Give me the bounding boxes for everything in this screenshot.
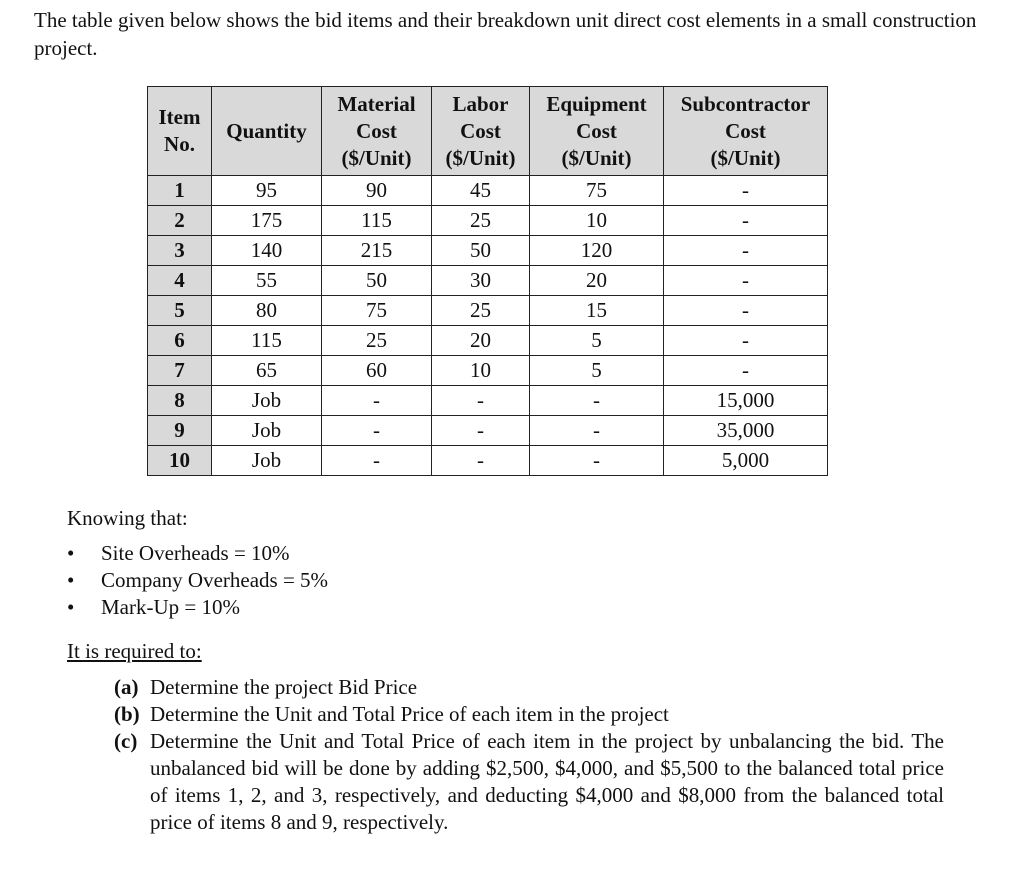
assumption-text: Mark-Up = 10%	[101, 595, 240, 619]
cell-quantity: Job	[212, 416, 322, 446]
header-quantity: Quantity	[212, 87, 322, 176]
cell-item-no: 6	[148, 326, 212, 356]
table-row	[148, 356, 828, 386]
table-row	[148, 296, 828, 326]
cell-quantity: 80	[212, 296, 322, 326]
cell-subcontractor: 35,000	[664, 416, 828, 446]
cell-subcontractor: 5,000	[664, 446, 828, 476]
table-row	[148, 176, 828, 206]
cell-labor: 25	[432, 296, 530, 326]
cell-material: 60	[322, 356, 432, 386]
cell-subcontractor: -	[664, 326, 828, 356]
cell-equipment: -	[530, 446, 664, 476]
cell-subcontractor: -	[664, 266, 828, 296]
cell-quantity: 115	[212, 326, 322, 356]
intro-paragraph: The table given below shows the bid items and their breakdown unit direct cost elements in a small construction project.	[34, 8, 977, 60]
cell-equipment: 20	[530, 266, 664, 296]
cell-quantity: 95	[212, 176, 322, 206]
cell-quantity: Job	[212, 386, 322, 416]
cell-labor: 30	[432, 266, 530, 296]
task-text: Determine the Unit and Total Price of each item in the project by unbalancing the bid. The unbalanced bid will be done by adding $2,500, $4,000, and $5,500 to the balanced total price of items 1, 2, and 3, respectively, and deducting $4,000 and $8,000 from the balanced total price of items 8 and 9, respectively.	[150, 729, 944, 834]
bid-items-table	[147, 86, 828, 476]
table-header-row	[148, 87, 828, 176]
cell-equipment: -	[530, 386, 664, 416]
table-row	[148, 206, 828, 236]
table-row	[148, 326, 828, 356]
cell-quantity: Job	[212, 446, 322, 476]
cell-quantity: 175	[212, 206, 322, 236]
cell-item-no: 10	[148, 446, 212, 476]
cell-material: 25	[322, 326, 432, 356]
cell-material: 215	[322, 236, 432, 266]
knowing-label: Knowing that:	[67, 506, 188, 530]
required-label: It is required to:	[67, 639, 202, 663]
cell-subcontractor: -	[664, 206, 828, 236]
cell-material: 90	[322, 176, 432, 206]
cell-item-no: 4	[148, 266, 212, 296]
cell-material: -	[322, 416, 432, 446]
cell-item-no: 5	[148, 296, 212, 326]
cell-labor: -	[432, 386, 530, 416]
cell-item-no: 9	[148, 416, 212, 446]
header-equipment-cost: Equipment Cost ($/Unit)	[530, 87, 664, 176]
list-item	[67, 540, 328, 567]
bullet-icon: •	[67, 568, 75, 592]
cell-equipment: 10	[530, 206, 664, 236]
cell-labor: 25	[432, 206, 530, 236]
cell-equipment: 15	[530, 296, 664, 326]
table-row	[148, 446, 828, 476]
tasks-list	[114, 674, 944, 836]
assumptions-list	[67, 540, 328, 621]
cell-subcontractor: 15,000	[664, 386, 828, 416]
cell-equipment: 120	[530, 236, 664, 266]
cell-item-no: 3	[148, 236, 212, 266]
cell-equipment: 5	[530, 356, 664, 386]
cell-labor: 10	[432, 356, 530, 386]
cell-item-no: 2	[148, 206, 212, 236]
cell-material: 50	[322, 266, 432, 296]
header-subcontractor-cost: Subcontractor Cost ($/Unit)	[664, 87, 828, 176]
header-item-no: Item No.	[148, 87, 212, 176]
list-item	[114, 728, 944, 836]
cell-material: -	[322, 386, 432, 416]
cell-labor: -	[432, 446, 530, 476]
task-tag: (b)	[114, 702, 140, 726]
cell-labor: 20	[432, 326, 530, 356]
task-text: Determine the Unit and Total Price of each item in the project	[150, 702, 669, 726]
table-row	[148, 386, 828, 416]
cell-equipment: 75	[530, 176, 664, 206]
bullet-icon: •	[67, 541, 75, 565]
cell-subcontractor: -	[664, 356, 828, 386]
cell-labor: 45	[432, 176, 530, 206]
cell-equipment: -	[530, 416, 664, 446]
header-material-cost: Material Cost ($/Unit)	[322, 87, 432, 176]
task-tag: (c)	[114, 729, 138, 753]
table-row	[148, 236, 828, 266]
cell-subcontractor: -	[664, 236, 828, 266]
assumption-text: Site Overheads = 10%	[101, 541, 290, 565]
bullet-icon: •	[67, 595, 75, 619]
list-item	[67, 567, 328, 594]
cell-material: 75	[322, 296, 432, 326]
list-item	[67, 594, 328, 621]
cell-quantity: 65	[212, 356, 322, 386]
cell-item-no: 1	[148, 176, 212, 206]
cell-labor: 50	[432, 236, 530, 266]
cell-subcontractor: -	[664, 176, 828, 206]
table-row	[148, 416, 828, 446]
task-tag: (a)	[114, 675, 139, 699]
cell-material: -	[322, 446, 432, 476]
cell-labor: -	[432, 416, 530, 446]
task-text: Determine the project Bid Price	[150, 675, 418, 699]
cell-item-no: 7	[148, 356, 212, 386]
list-item	[114, 701, 944, 728]
cell-equipment: 5	[530, 326, 664, 356]
cell-subcontractor: -	[664, 296, 828, 326]
assumption-text: Company Overheads = 5%	[101, 568, 329, 592]
cell-material: 115	[322, 206, 432, 236]
cell-quantity: 140	[212, 236, 322, 266]
header-labor-cost: Labor Cost ($/Unit)	[432, 87, 530, 176]
cell-quantity: 55	[212, 266, 322, 296]
cell-item-no: 8	[148, 386, 212, 416]
list-item	[114, 674, 944, 701]
table-row	[148, 266, 828, 296]
